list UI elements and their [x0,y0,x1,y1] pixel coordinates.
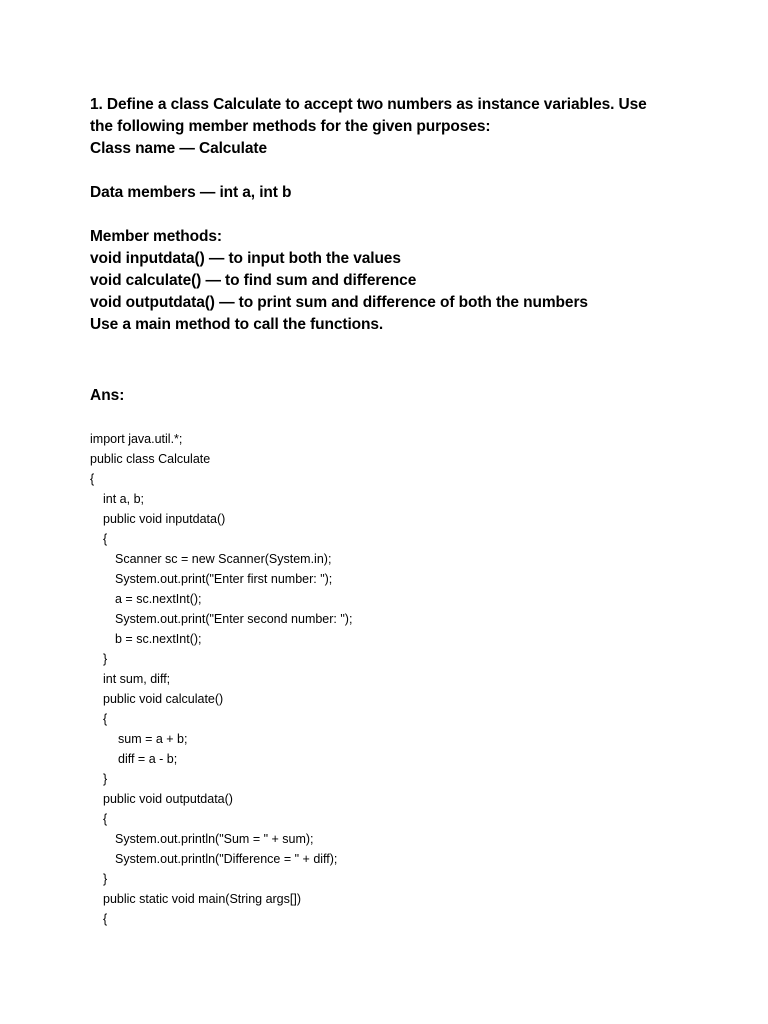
answer-label: Ans: [90,387,125,404]
code-line: { [103,532,108,546]
question-line: the following member methods for the given purposes: [90,118,491,135]
code-line: } [103,772,108,786]
question-text [90,94,710,336]
code-line: int sum, diff; [103,672,171,686]
code-line: public class Calculate [90,452,211,466]
code-line: System.out.println("Sum = " + sum); [115,832,314,846]
blank-line [90,204,710,226]
code-line: public void outputdata() [103,792,233,806]
code-line: int a, b; [103,492,144,506]
code-line: public void calculate() [103,692,224,706]
code-block [90,429,710,929]
question-line: Member methods: [90,228,222,245]
code-line: { [103,712,108,726]
code-line: import java.util.*; [90,432,183,446]
code-line: } [103,872,108,886]
question-line: void calculate() — to find sum and difference [90,272,417,289]
question-line: Data members — int a, int b [90,184,292,201]
code-line: diff = a - b; [118,752,178,766]
code-line: System.out.print("Enter first number: "); [115,572,333,586]
question-line: Class name — Calculate [90,140,267,157]
blank-line [90,160,710,182]
code-line: sum = a + b; [118,732,188,746]
code-line: Scanner sc = new Scanner(System.in); [115,552,332,566]
code-line: { [103,812,108,826]
code-line: public void inputdata() [103,512,226,526]
code-line: } [103,652,108,666]
question-line: Use a main method to call the functions. [90,316,384,333]
code-line: a = sc.nextInt(); [115,592,202,606]
code-line: { [90,472,95,486]
question-line: 1. Define a class Calculate to accept two numbers as instance variables. Use [90,96,647,113]
question-line: void outputdata() — to print sum and difference of both the numbers [90,294,588,311]
code-line: { [103,912,108,926]
code-line: public static void main(String args[]) [103,892,301,906]
code-line: b = sc.nextInt(); [115,632,202,646]
code-line: System.out.println("Difference = " + diff); [115,852,338,866]
code-line: System.out.print("Enter second number: "); [115,612,353,626]
question-line: void inputdata() — to input both the values [90,250,401,267]
